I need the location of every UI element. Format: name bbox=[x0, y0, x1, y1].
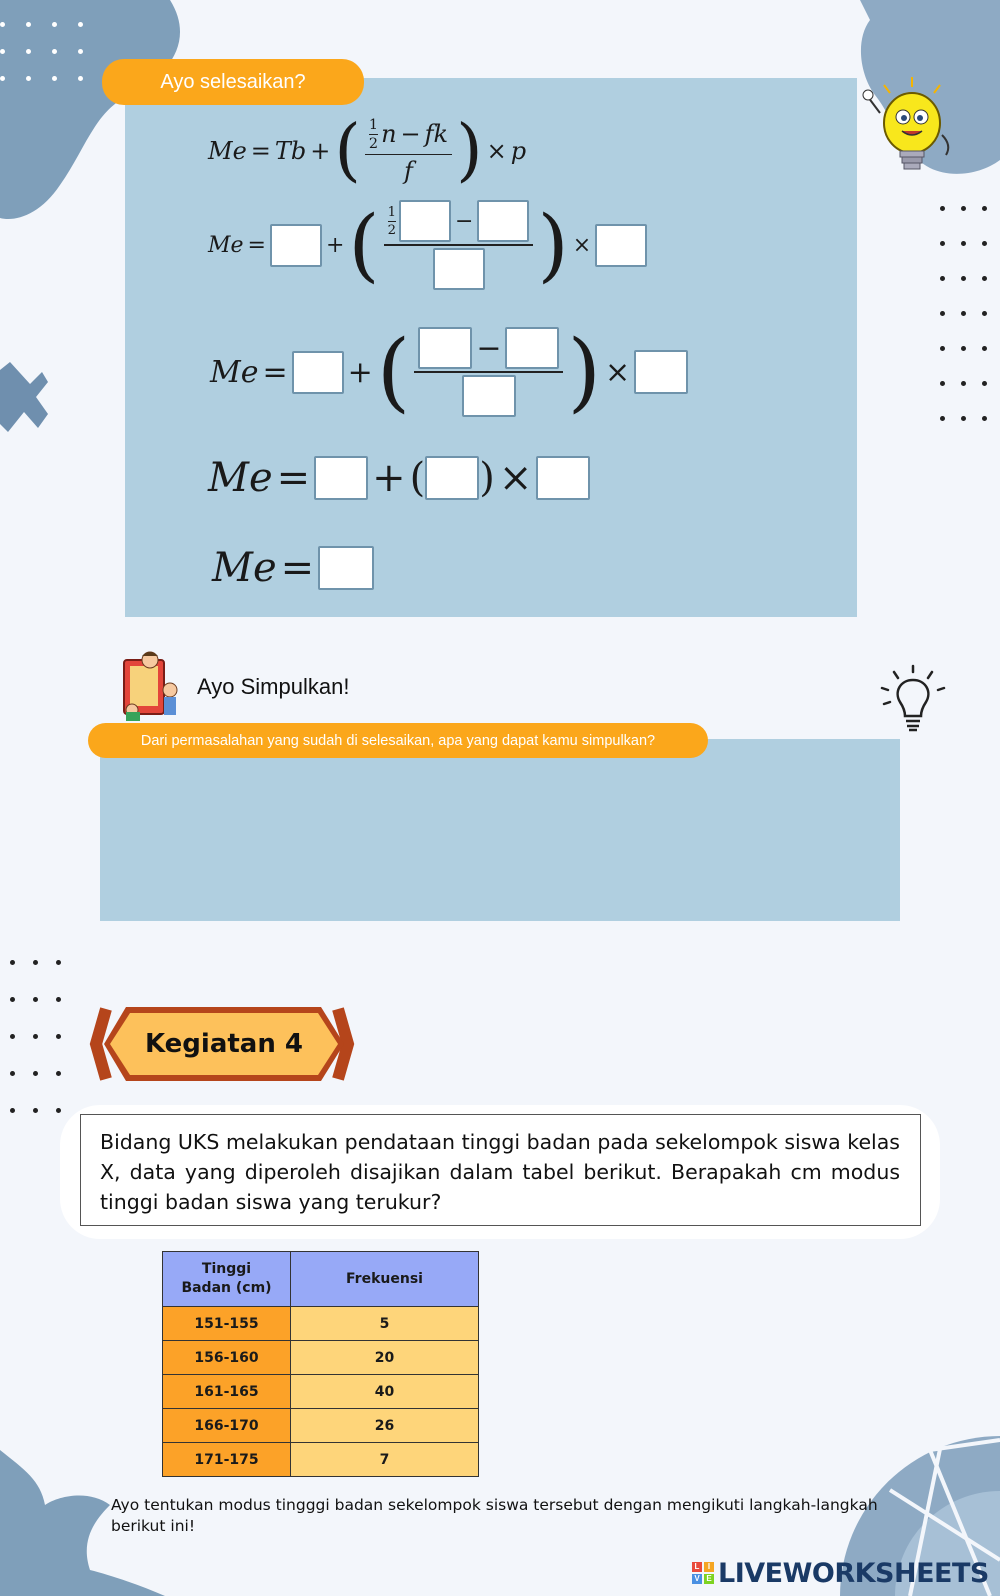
formula-result bbox=[212, 540, 374, 596]
conclude-prompt-label: Dari permasalahan yang sudah di selesaikan, apa yang dapat kamu simpulkan? bbox=[88, 723, 708, 758]
formula-step-2: Me = + ( − ) × bbox=[210, 316, 688, 428]
step1-eq: = bbox=[247, 232, 266, 258]
table-cell-freq: 40 bbox=[291, 1375, 479, 1409]
conclusion-answer-area[interactable] bbox=[100, 739, 900, 921]
solve-section-label: Ayo selesaikan? bbox=[102, 59, 364, 105]
liveworksheets-logo-icon bbox=[692, 1562, 714, 1584]
logo-letter: E bbox=[704, 1574, 714, 1584]
table-header-height: Tinggi Badan (cm) bbox=[163, 1252, 291, 1307]
frequency-table bbox=[162, 1251, 479, 1477]
table-cell-freq: 5 bbox=[291, 1307, 479, 1341]
step1-input-f[interactable] bbox=[433, 248, 485, 290]
problem-text: Bidang UKS melakukan pendataan tinggi badan pada sekelompok siswa kelas X, data yang diperoleh disajikan dalam tabel berikut. Berapakah cm modus tinggi badan siswa yang terukur? bbox=[100, 1130, 900, 1214]
logo-letter: L bbox=[692, 1562, 702, 1572]
table-row bbox=[163, 1341, 479, 1375]
step2-input-denominator[interactable] bbox=[462, 375, 516, 417]
step2-times: × bbox=[605, 354, 631, 390]
step2-me: Me bbox=[210, 354, 259, 390]
lightbulb-mascot-icon bbox=[862, 75, 962, 190]
logo-letter: V bbox=[692, 1574, 702, 1584]
formula-times: × bbox=[486, 137, 507, 165]
activity-instruction: Ayo tentukan modus tingggi badan sekelompok siswa tersebut dengan mengikuti langkah-langkah berikut ini! bbox=[111, 1496, 878, 1535]
formula-me: Me bbox=[208, 137, 247, 165]
step3-eq: = bbox=[276, 455, 311, 501]
step1-plus: + bbox=[325, 232, 345, 258]
decor-dots-top-left bbox=[0, 22, 104, 81]
step1-minus: − bbox=[455, 208, 474, 234]
step1-times: × bbox=[572, 232, 592, 258]
step1-input-fk[interactable] bbox=[477, 200, 529, 242]
formula-eq: = bbox=[250, 137, 271, 165]
result-eq: = bbox=[280, 545, 315, 591]
step1-input-tb[interactable] bbox=[270, 224, 322, 267]
step1-input-p[interactable] bbox=[595, 224, 647, 267]
table-cell-freq: 7 bbox=[291, 1443, 479, 1477]
logo-letter: I bbox=[704, 1562, 714, 1572]
step2-minus: − bbox=[476, 330, 502, 366]
table-cell-class: 171-175 bbox=[163, 1443, 291, 1477]
decor-dots-left bbox=[10, 960, 79, 1113]
step3-input-tb[interactable] bbox=[314, 456, 368, 500]
step2-input-tb[interactable] bbox=[292, 351, 344, 394]
problem-box bbox=[80, 1114, 921, 1226]
table-row bbox=[163, 1307, 479, 1341]
step1-half-den: 2 bbox=[387, 222, 397, 238]
step1-me: Me bbox=[208, 232, 244, 258]
formula-f: f bbox=[404, 157, 413, 186]
kids-reading-book-icon bbox=[118, 650, 186, 722]
step3-input-p[interactable] bbox=[536, 456, 590, 500]
idea-bulb-icon bbox=[878, 664, 948, 736]
formula-fk: fk bbox=[424, 120, 449, 149]
step3-me: Me bbox=[208, 455, 273, 501]
step2-plus: + bbox=[347, 354, 373, 390]
formula-tb: Tb bbox=[274, 137, 307, 165]
formula-p: p bbox=[510, 137, 527, 165]
decor-x-left bbox=[0, 362, 50, 437]
step1-input-n[interactable] bbox=[399, 200, 451, 242]
liveworksheets-logo bbox=[692, 1556, 989, 1590]
step3-plus: + bbox=[372, 455, 406, 501]
step2-input-p[interactable] bbox=[634, 350, 688, 394]
decor-dots-right bbox=[940, 206, 1000, 421]
table-cell-class: 161-165 bbox=[163, 1375, 291, 1409]
step3-input-fraction[interactable] bbox=[425, 456, 479, 500]
formula-step-3: Me = + ( ) × bbox=[208, 450, 590, 506]
formula-minus: − bbox=[400, 120, 421, 149]
table-cell-class: 151-155 bbox=[163, 1307, 291, 1341]
step3-times: × bbox=[498, 455, 533, 501]
result-input-median[interactable] bbox=[318, 546, 374, 590]
logo-text-worksheets: WORKSHEETS bbox=[782, 1557, 989, 1589]
table-row bbox=[163, 1443, 479, 1477]
table-row bbox=[163, 1375, 479, 1409]
table-header-frequency: Frekuensi bbox=[291, 1252, 479, 1307]
activity-title: Kegiatan 4 bbox=[144, 1029, 304, 1059]
half-num: 1 bbox=[368, 116, 379, 133]
table-cell-class: 166-170 bbox=[163, 1409, 291, 1443]
result-me: Me bbox=[212, 545, 277, 591]
formula-step-1: Me = + ( $\frac{1}{2}$ − ) × bbox=[208, 192, 647, 298]
half-den: 2 bbox=[368, 135, 379, 152]
table-row bbox=[163, 1409, 479, 1443]
table-cell-freq: 20 bbox=[291, 1341, 479, 1375]
formula-n: n bbox=[381, 120, 397, 149]
conclude-title: Ayo Simpulkan! bbox=[197, 674, 350, 699]
table-cell-freq: 26 bbox=[291, 1409, 479, 1443]
formula-plus: + bbox=[310, 137, 331, 165]
logo-text-live: LIVE bbox=[718, 1557, 783, 1589]
step2-input-numerator-a[interactable] bbox=[418, 327, 472, 369]
step2-input-numerator-b[interactable] bbox=[505, 327, 559, 369]
step2-eq: = bbox=[262, 354, 288, 390]
median-formula: Me = Tb + ( $\frac{1}{2}$ n − fk f ) × p bbox=[208, 111, 527, 190]
step1-half-num: 1 bbox=[387, 204, 397, 220]
table-cell-class: 156-160 bbox=[163, 1341, 291, 1375]
